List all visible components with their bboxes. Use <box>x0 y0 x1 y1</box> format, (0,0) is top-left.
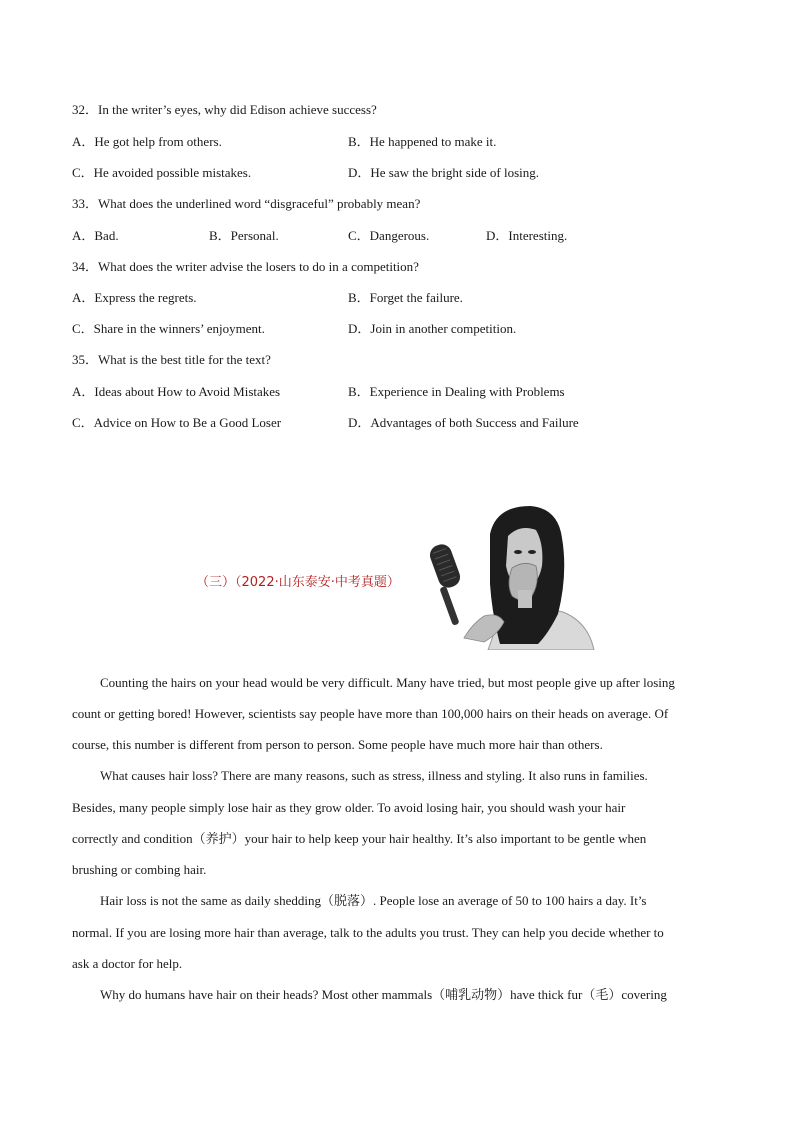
passage-line-1: Counting the hairs on your head would be very difficult. Many have tried, but most people give up after losing <box>100 675 675 690</box>
passage-line-7: brushing or combing hair. <box>72 862 207 877</box>
passage-line-2: count or getting bored! However, scientists say people have more than 100,000 hairs on their heads on average. Of <box>72 706 669 721</box>
passage-line-5: Besides, many people simply lose hair as they grow older. To avoid losing hair, you should wash your hair <box>72 800 626 815</box>
q32-option-d: D．He saw the bright side of losing. <box>348 165 540 180</box>
question-34: 34．What does the writer advise the losers to do in a competition? <box>72 259 419 274</box>
passage-line-8: Hair loss is not the same as daily shedding（脱落）. People lose an average of 50 to 100 hairs a day. It’s <box>100 893 647 908</box>
section-heading: （三）（2022·山东泰安·中考真题） <box>196 575 400 590</box>
q35-option-b: B．Experience in Dealing with Problems <box>348 384 565 399</box>
q35-option-d: D．Advantages of both Success and Failure <box>348 415 579 430</box>
q33-option-b: B．Personal. <box>209 228 279 243</box>
passage-line-10: ask a doctor for help. <box>72 956 183 971</box>
q33-option-c: C．Dangerous. <box>348 228 430 243</box>
passage-line-11: Why do humans have hair on their heads? Most other mammals（哺乳动物）have thick fur（毛）covering <box>100 987 667 1002</box>
q32-option-a: A．He got help from others. <box>72 134 222 149</box>
q33-option-a: A．Bad. <box>72 228 119 243</box>
woman-with-hairbrush-illustration <box>428 504 596 650</box>
q32-option-c: C．He avoided possible mistakes. <box>72 165 252 180</box>
q33-option-d: D．Interesting. <box>486 228 568 243</box>
question-35: 35．What is the best title for the text? <box>72 352 271 367</box>
q34-option-d: D．Join in another competition. <box>348 321 517 336</box>
q32-option-b: B．He happened to make it. <box>348 134 497 149</box>
question-33: 33．What does the underlined word “disgraceful” probably mean? <box>72 196 421 211</box>
passage-line-9: normal. If you are losing more hair than average, talk to the adults you trust. They can help you decide whether to <box>72 925 664 940</box>
q34-option-b: B．Forget the failure. <box>348 290 463 305</box>
q35-option-c: C．Advice on How to Be a Good Loser <box>72 415 282 430</box>
passage-line-6: correctly and condition（养护）your hair to help keep your hair healthy. It’s also important to be gentle when <box>72 831 647 846</box>
q34-option-a: A．Express the regrets. <box>72 290 197 305</box>
passage-line-3: course, this number is different from person to person. Some people have much more hair than others. <box>72 737 603 752</box>
q34-option-c: C．Share in the winners’ enjoyment. <box>72 321 265 336</box>
passage-line-4: What causes hair loss? There are many reasons, such as stress, illness and styling. It also runs in families. <box>100 768 648 783</box>
q35-option-a: A．Ideas about How to Avoid Mistakes <box>72 384 281 399</box>
question-32: 32．In the writer’s eyes, why did Edison achieve success? <box>72 102 377 117</box>
